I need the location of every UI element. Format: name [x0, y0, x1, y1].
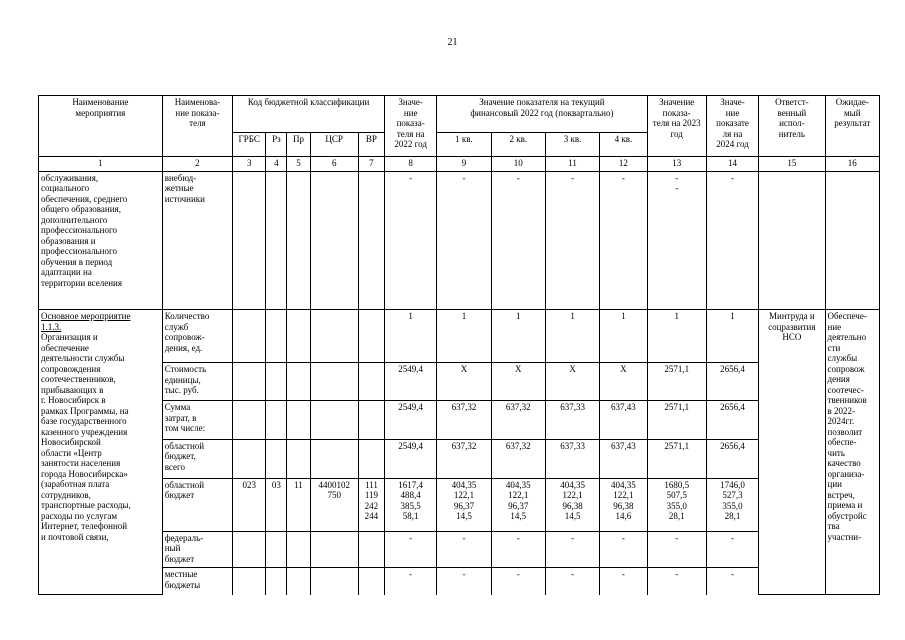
column-number: 12	[600, 157, 647, 171]
grbs-code	[233, 531, 266, 568]
column-numbers-row	[39, 157, 880, 171]
value-q1: X	[437, 363, 491, 401]
value-2023: 1	[647, 310, 706, 363]
value-2023: 2571,1	[647, 439, 706, 478]
table-row	[39, 363, 880, 401]
value-q3: -	[545, 531, 599, 568]
header-q1: 1 кв.	[437, 132, 491, 156]
value-2022: 2549,4	[385, 363, 437, 401]
grbs-code	[233, 363, 266, 401]
value-2022: 1617,4 488,4 385,5 58,1	[385, 478, 437, 531]
vr-code	[358, 531, 384, 568]
indicator-name: местные бюджеты	[162, 568, 232, 595]
value-q3: 1	[545, 310, 599, 363]
indicator-name: федераль- ный бюджет	[162, 531, 232, 568]
indicator-name: Сумма затрат, в том числе:	[162, 401, 232, 440]
page-number: 21	[447, 37, 458, 48]
column-number: 13	[647, 157, 706, 171]
table-row	[39, 310, 880, 363]
column-number: 7	[358, 157, 384, 171]
column-number: 6	[310, 157, 358, 171]
table-row	[39, 439, 880, 478]
main-event-title: Основное мероприятие 1.1.3.	[41, 311, 131, 332]
value-q2: 637,32	[491, 401, 545, 440]
value-q2: 637,32	[491, 439, 545, 478]
table-row	[39, 401, 880, 440]
column-number: 15	[759, 157, 825, 171]
value-q2: 1	[491, 310, 545, 363]
indicator-name: Стоимость единицы, тыс. руб.	[162, 363, 232, 401]
value-2022: 1	[385, 310, 437, 363]
column-number: 1	[39, 157, 163, 171]
vr-code	[358, 310, 384, 363]
table-row	[39, 478, 880, 531]
rz-code	[266, 531, 287, 568]
value-q3: X	[545, 363, 599, 401]
pr-code	[287, 439, 310, 478]
header-indicator-name: Наименова- ние показа- теля	[162, 96, 232, 157]
column-number: 8	[385, 157, 437, 171]
table-row	[39, 171, 880, 310]
vr-code	[358, 401, 384, 440]
value-2023: -	[647, 531, 706, 568]
value-2022: -	[385, 531, 437, 568]
csr-code	[310, 310, 358, 363]
column-number: 16	[825, 157, 879, 171]
value-q1: -	[437, 531, 491, 568]
header-q4: 4 кв.	[600, 132, 647, 156]
value-2023: - -	[647, 171, 706, 310]
value-2022: -	[385, 171, 437, 310]
rz-code	[266, 439, 287, 478]
value-q1: 637,32	[437, 439, 491, 478]
value-q2: X	[491, 363, 545, 401]
header-expected-result: Ожидае- мый результат	[825, 96, 879, 157]
header-event-name: Наименование мероприятия	[39, 96, 163, 157]
csr-code	[310, 363, 358, 401]
header-value-2022: Значе- ние показа- теля на 2022 год	[385, 96, 437, 157]
column-number: 9	[437, 157, 491, 171]
header-current-year: Значение показателя на текущий финансовый 2022 год (поквартально)	[437, 96, 647, 133]
csr-code: 4400102 750	[310, 478, 358, 531]
rz-code	[266, 568, 287, 595]
value-2024: 2656,4	[706, 363, 758, 401]
pr-code	[287, 401, 310, 440]
value-q1: -	[437, 171, 491, 310]
value-q4: 1	[600, 310, 647, 363]
table-row	[39, 568, 880, 595]
vr-code: 111 119 242 244	[358, 478, 384, 531]
value-q1: 1	[437, 310, 491, 363]
value-q1: 404,35 122,1 96,37 14,5	[437, 478, 491, 531]
column-number: 11	[545, 157, 599, 171]
column-number: 4	[266, 157, 287, 171]
value-2022: -	[385, 568, 437, 595]
indicator-name: областной бюджет, всего	[162, 439, 232, 478]
main-event-description: Организация и обеспечение деятельности службы сопровождения соотечественников, прибывающих в г. Новосибирск в рамках Программы, на базе государственного казенного учреждения Новосибирской области «Центр занятости населения города Новосибирска» (заработная плата сотрудников, транспортные расходы, расходы по услугам Интернет, телефонной и почтовой связи,	[41, 332, 131, 542]
main-event-name	[39, 310, 163, 595]
column-number: 2	[162, 157, 232, 171]
column-number: 10	[491, 157, 545, 171]
vr-code	[358, 439, 384, 478]
value-q2: 404,35 122,1 96,37 14,5	[491, 478, 545, 531]
header-responsible: Ответст- венный испол- нитель	[759, 96, 825, 157]
header-value-2023: Значение показа- теля на 2023 год	[647, 96, 706, 157]
value-2023: 2571,1	[647, 401, 706, 440]
pr-code	[287, 363, 310, 401]
csr-code	[310, 401, 358, 440]
header-rz: Рз	[266, 132, 287, 156]
csr-code	[310, 531, 358, 568]
value-2024: -	[706, 531, 758, 568]
rz-code	[266, 310, 287, 363]
value-q2: -	[491, 568, 545, 595]
column-number: 3	[233, 157, 266, 171]
header-pr: Пр	[287, 132, 310, 156]
column-number: 5	[287, 157, 310, 171]
grbs-code	[233, 401, 266, 440]
pr-code	[287, 568, 310, 595]
value-q3: 637,33	[545, 401, 599, 440]
table-row	[39, 531, 880, 568]
value-2024: -	[706, 568, 758, 595]
indicator-name: областной бюджет	[162, 478, 232, 531]
value-2024: 2656,4	[706, 401, 758, 440]
csr-code	[310, 568, 358, 595]
value-q3: 637,33	[545, 439, 599, 478]
grbs-code	[233, 439, 266, 478]
responsible-executor: Минтруда и соцразвития НСО	[759, 310, 825, 595]
value-q4: X	[600, 363, 647, 401]
value-q4: -	[600, 171, 647, 310]
budget-table	[38, 95, 880, 595]
value-q2: -	[491, 531, 545, 568]
header-budget-code: Код бюджетной классификации	[233, 96, 385, 133]
header-q3: 3 кв.	[545, 132, 599, 156]
pr-code	[287, 531, 310, 568]
value-2024: -	[706, 171, 758, 310]
indicator-name: Количество служб сопровож- дения, ед.	[162, 310, 232, 363]
header-csr: ЦСР	[310, 132, 358, 156]
value-q4: 404,35 122,1 96,38 14,6	[600, 478, 647, 531]
vr-code	[358, 568, 384, 595]
value-2024: 1746,0 527,3 355,0 28,1	[706, 478, 758, 531]
grbs-code: 023	[233, 478, 266, 531]
value-2024: 2656,4	[706, 439, 758, 478]
value-2023: 2571,1	[647, 363, 706, 401]
value-2022: 2549,4	[385, 401, 437, 440]
value-q4: 637,43	[600, 439, 647, 478]
csr-code	[310, 439, 358, 478]
value-2023: 1680,5 507,5 355,0 28,1	[647, 478, 706, 531]
value-q4: -	[600, 568, 647, 595]
value-q4: -	[600, 531, 647, 568]
grbs-code	[233, 568, 266, 595]
value-q3: 404,35 122,1 96,38 14,5	[545, 478, 599, 531]
value-q3: -	[545, 568, 599, 595]
header-grbs: ГРБС	[233, 132, 266, 156]
value-2022: 2549,4	[385, 439, 437, 478]
rz-code	[266, 401, 287, 440]
expected-result: Обеспече- ние деятельно сти службы сопровож дения соотечес- твенников в 2022- 2024гг. позволит обеспе- чить качество организа- ции встреч, приема и обустройс тва участни-	[825, 310, 879, 595]
rz-code	[266, 363, 287, 401]
value-2024: 1	[706, 310, 758, 363]
header-vr: ВР	[358, 132, 384, 156]
column-number: 14	[706, 157, 758, 171]
value-q4: 637,43	[600, 401, 647, 440]
pr-code	[287, 310, 310, 363]
vr-code	[358, 363, 384, 401]
value-q2: -	[491, 171, 545, 310]
value-q3: -	[545, 171, 599, 310]
grbs-code	[233, 310, 266, 363]
indicator-name: внебюд- жетные источники	[162, 171, 232, 310]
header-value-2024: Значе- ние показате ля на 2024 год	[706, 96, 758, 157]
pr-code: 11	[287, 478, 310, 531]
value-q1: -	[437, 568, 491, 595]
value-2023: -	[647, 568, 706, 595]
header-q2: 2 кв.	[491, 132, 545, 156]
value-q1: 637,32	[437, 401, 491, 440]
rz-code: 03	[266, 478, 287, 531]
event-name-continued: обслуживания, социального обеспечения, среднего общего образования, дополнительного профессионального образования и профессионального обучения в период адаптации на территории вселения	[39, 171, 163, 310]
